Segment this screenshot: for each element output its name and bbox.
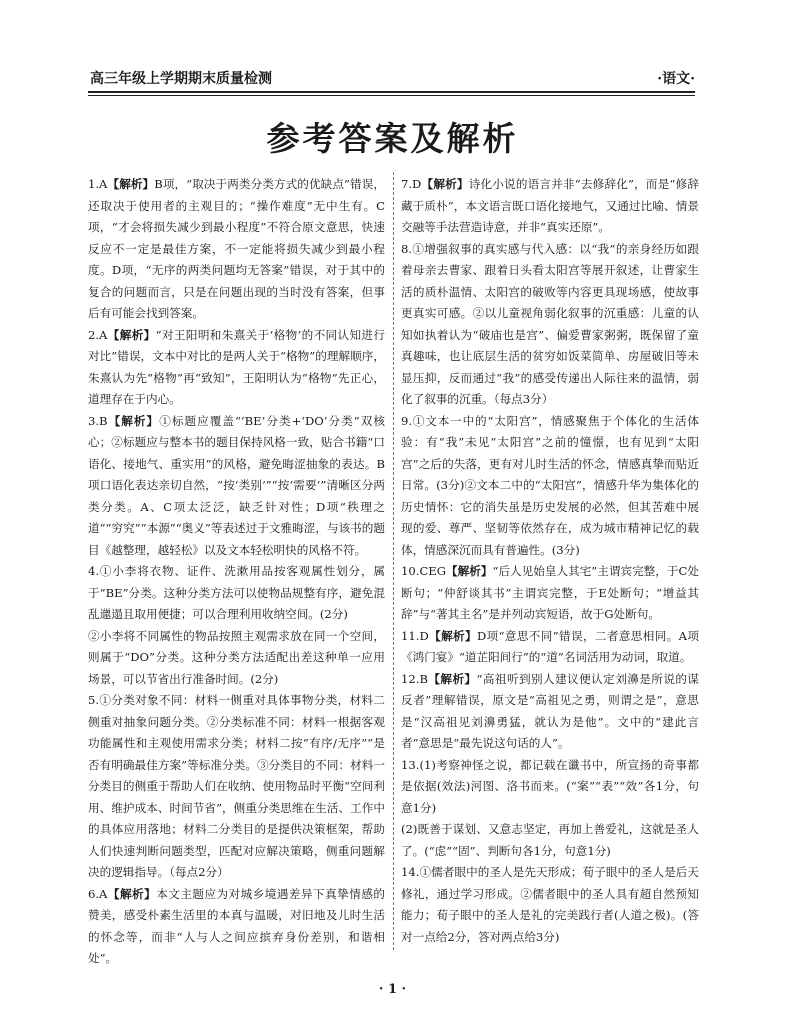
answer-item: 9.①文本一中的“太阳宫”，情感聚焦于个体化的生活体验：有“我”未见“太阳宫”之前的憧憬，也有见到“太阳宫”之后的失落，更有对儿时生活的怀念，情感真挚而贴近日常。(3分)②文本二中的“太阳宫”，情感升华为集体化的历史情怀：它的消失虽是历史发展的必然，但其苦难中展现的爱、尊严、坚韧等依然存在，成为城市精神记忆的载体，情感深沉而具有普遍性。(3分) (401, 413, 699, 557)
answer-item: 5.①分类对象不同：材料一侧重对具体事物分类，材料二侧重对抽象问题分类。②分类标准不同：材料一根据客观功能属性和主观使用需求分类；材料二按“有序/无序”“是否有明确最佳方案”等标准分类。③分类目的不同：材料一分类目的侧重于帮助人们在收纳、使用物品时平衡“空间利用、维护成本、时间节省”，侧重分类思维在生活、工作中的具体应用落地；材料二分类目的是提供决策框架，帮助人们快速判断问题类型，匹配对应解决策略，侧重问题解决的逻辑指导。（每点2分） (88, 693, 385, 879)
answer-item: 12.B【解析】“高祖听到别人建议便认定刘濞是所说的谋反者”理解错误，原文是“高祖见之勇，则谓之是”，意思是“汉高祖见刘濞勇猛，就认为是他”。文中的“建此言者”意思是“最先说这句话的人”。 (401, 671, 699, 750)
answer-subitem: ②小李将不同属性的物品按照主观需求放在同一个空间，则属于“DO”分类。这种分类方法适配出差这种单一应用场景，可以节省出行准备时间。(2分) (88, 628, 385, 686)
answer-item: 4.①小李将衣物、证件、洗漱用品按客观属性划分，属于“BE”分类。这种分类方法可以使物品规整有序，避免混乱邋遢且取用便捷；可以合理利用收纳空间。(2分) (88, 564, 385, 621)
exam-title: 高三年级上学期期末质量检测 (90, 71, 272, 87)
answer-item: 2.A【解析】“对王阳明和朱熹关于‘格物’的不同认知进行对比”错误，文本中对比的是两人关于“格物”的理解顺序，朱熹认为先“格物”再“致知”，王阳明认为“格物”先正心，道理存在于内心。 (88, 327, 385, 406)
answer-item: 10.CEG【解析】“后人见始皇人其宅”主谓宾完整，于C处断句；“仲舒谈其书”主谓宾完整，于E处断句；“增益其辞”与“著其主名”是并列动宾短语，故于G处断句。 (401, 564, 699, 621)
subject-label: ·语文· (657, 71, 695, 87)
page-number: · 1 · (378, 982, 407, 997)
document-title: 参考答案及解析 (266, 119, 519, 158)
answer-subitem: (2)既善于谋划、又意志坚定，再加上善爱礼，这就是圣人了。(“虑”“固”、判断句各1分，句意1分) (401, 822, 699, 858)
header-rule-thin (88, 95, 695, 96)
answer-item: 3.B【解析】①标题应覆盖“‘BE’分类+‘DO’分类”双核心；②标题应与整本书的题目保持风格一致，贴合书籍“口语化、接地气、重实用”的风格，避免晦涩抽象的表达。B项口语化表达亲切自然，“按‘类别’”“按‘需要’”清晰区分两类分类。A、C项太泛泛，缺乏针对性；D项“秩理之道”“穷究”“本源”“奥义”等表述过于文雅晦涩，与该书的题目《越整理，越轻松》以及文本轻松明快的风格不符。 (88, 413, 385, 557)
column-divider (393, 172, 394, 950)
answer-item: 13.(1)考察神怪之说，都记载在谶书中，所宣扬的奇事都是依据(效法)河图、洛书而来。(“案”“表”“效”各1分，句意1分) (401, 757, 699, 815)
left-column (88, 174, 385, 970)
right-column (401, 174, 699, 948)
answer-item: 7.D【解析】诗化小说的语言并非“去修辞化”，而是“修辞藏于质朴”，本文语言既口语化接地气，又通过比喻、情景交融等手法营造诗意，并非“真实还原”。 (401, 177, 699, 234)
page-header (88, 66, 697, 88)
answer-item: 11.D【解析】D项“意思不同”错误，二者意思相同。A项《鸿门宴》“道芷阳间行”的“道”名词活用为动词，取道。 (401, 628, 699, 664)
answer-item: 8.①增强叙事的真实感与代入感：以“我”的亲身经历如跟着母亲去曹家、跟着日头看太阳宫等展开叙述，让曹家生活的质朴温情、太阳宫的破败等内容更具现场感，使故事更真实可感。②以儿童视角弱化叙事的沉重感：儿童的认知如执着认为“破庙也是宫”、偏爱曹家粥粥，既保留了童真趣味，也让底层生活的贫穷如饭菜简单、房屋破旧等未显压抑，反而通过“我”的感受传递出人际往来的温情，弱化了叙事的沉重。（每点3分） (401, 241, 699, 406)
answer-item: 1.A【解析】B项，“取决于两类分类方式的优缺点”错误，还取决于使用者的主观目的；“操作难度”无中生有。C项，“才会将损失减少到最小程度”不符合原文意思，快速反应不一定是最佳方案，不一定能将损失减少到最小程度。D项，“无序的两类问题均无答案”错误，对于其中的复合的问题而言，只是在问题出现的当时没有答案，但事后有可能会找到答案。 (88, 177, 385, 320)
header-rule-thick (88, 91, 695, 93)
answer-item: 14.①儒者眼中的圣人是先天形成；荀子眼中的圣人是后天修礼，通过学习形成。②儒者眼中的圣人具有超自然预知能力；荀子眼中的圣人是礼的完美践行者(人道之极)。(答对一点给2分，答对两点给3分) (401, 865, 699, 944)
answer-item: 6.A【解析】本文主题应为对城乡境遇差异下真挚情感的赞美，感受朴素生活里的本真与温暖，对旧地及儿时生活的怀念等，而非“人与人之间应摈弃身份差别，和谐相处”。 (88, 886, 385, 965)
